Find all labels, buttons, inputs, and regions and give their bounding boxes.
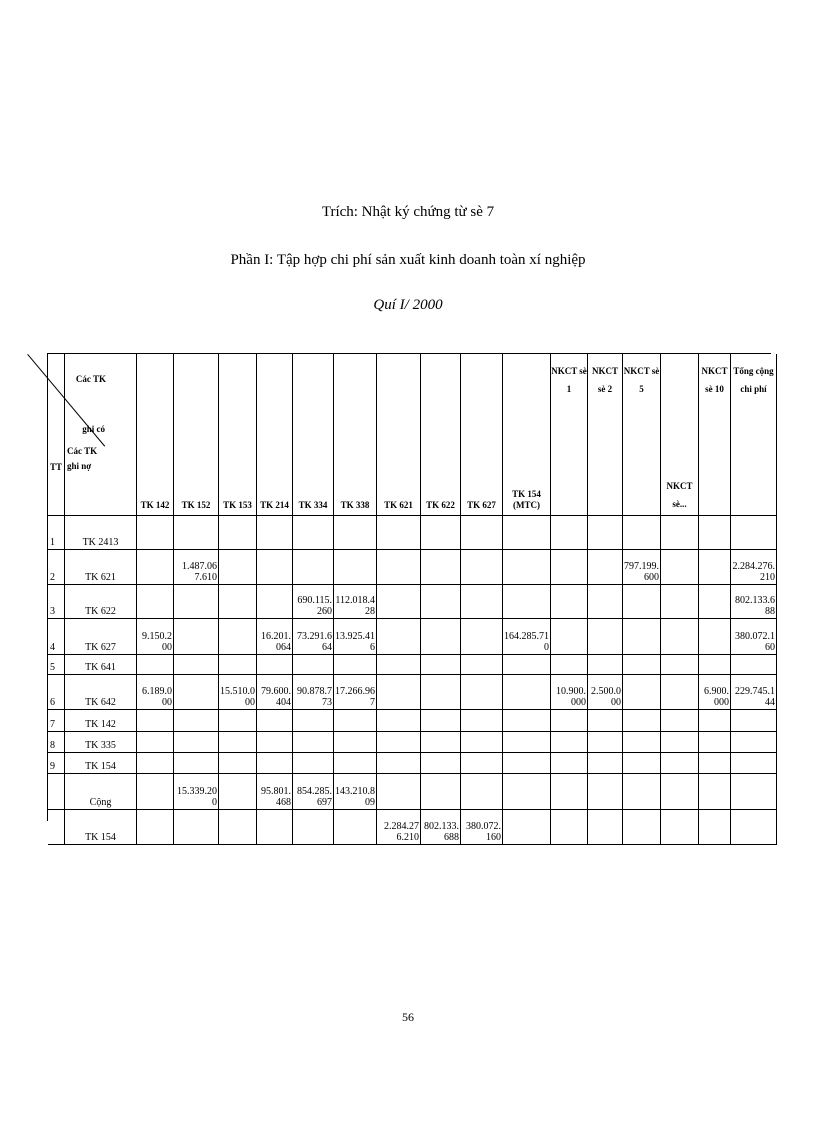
row-1-cell-3 xyxy=(257,550,293,585)
row-2-cell-12 xyxy=(623,585,661,619)
row-6-cell-9 xyxy=(503,710,551,732)
header-col-8: TK 627 xyxy=(461,354,503,516)
row-0-cell-14 xyxy=(699,516,731,550)
row-5-cell-0: 6.189.000 xyxy=(137,675,174,710)
row-2-cell-0 xyxy=(137,585,174,619)
row-6-cell-6 xyxy=(377,710,421,732)
row-9-account: Cộng xyxy=(65,774,137,810)
row-6-cell-1 xyxy=(174,710,219,732)
row-9-cell-11 xyxy=(588,774,623,810)
row-6-cell-14 xyxy=(699,710,731,732)
row-7-cell-15 xyxy=(731,732,777,753)
header-col-2: TK 153 xyxy=(219,354,257,516)
row-1-account: TK 621 xyxy=(65,550,137,585)
row-8-cell-7 xyxy=(421,753,461,774)
row-8-cell-10 xyxy=(551,753,588,774)
row-5-cell-11: 2.500.000 xyxy=(588,675,623,710)
row-10-tt xyxy=(48,810,65,845)
row-7-cell-1 xyxy=(174,732,219,753)
row-3-cell-2 xyxy=(219,619,257,655)
row-10-cell-12 xyxy=(623,810,661,845)
corner-debit-label: Các TK xyxy=(67,446,98,456)
row-8-cell-8 xyxy=(461,753,503,774)
row-0-cell-1 xyxy=(174,516,219,550)
row-4-cell-10 xyxy=(551,655,588,675)
row-7-cell-12 xyxy=(623,732,661,753)
row-9-cell-0 xyxy=(137,774,174,810)
row-9-tt xyxy=(48,774,65,810)
row-9-cell-10 xyxy=(551,774,588,810)
row-2-cell-4: 690.115.260 xyxy=(293,585,334,619)
row-3-account: TK 627 xyxy=(65,619,137,655)
row-4-cell-11 xyxy=(588,655,623,675)
row-2-cell-14 xyxy=(699,585,731,619)
row-10-cell-4 xyxy=(293,810,334,845)
header-col-6: TK 621 xyxy=(377,354,421,516)
row-5-cell-9 xyxy=(503,675,551,710)
row-1-cell-5 xyxy=(334,550,377,585)
row-6-cell-5 xyxy=(334,710,377,732)
row-1-cell-13 xyxy=(661,550,699,585)
row-6-cell-11 xyxy=(588,710,623,732)
row-6-cell-8 xyxy=(461,710,503,732)
row-7-cell-3 xyxy=(257,732,293,753)
row-3-cell-9: 164.285.710 xyxy=(503,619,551,655)
row-8-cell-1 xyxy=(174,753,219,774)
row-4-cell-14 xyxy=(699,655,731,675)
header-col-7: TK 622 xyxy=(421,354,461,516)
row-3-cell-6 xyxy=(377,619,421,655)
row-6-cell-12 xyxy=(623,710,661,732)
row-0-cell-4 xyxy=(293,516,334,550)
row-10-cell-2 xyxy=(219,810,257,845)
row-4-account: TK 641 xyxy=(65,655,137,675)
row-10-cell-0 xyxy=(137,810,174,845)
header-col-1: TK 152 xyxy=(174,354,219,516)
row-4-cell-8 xyxy=(461,655,503,675)
header-col-4: TK 334 xyxy=(293,354,334,516)
row-7-cell-0 xyxy=(137,732,174,753)
row-5-cell-8 xyxy=(461,675,503,710)
row-4-cell-13 xyxy=(661,655,699,675)
row-10-cell-1 xyxy=(174,810,219,845)
row-5-cell-4: 90.878.773 xyxy=(293,675,334,710)
row-3-cell-15: 380.072.160 xyxy=(731,619,777,655)
heading-extract: Trích: Nhật ký chứng từ sè 7 xyxy=(321,204,495,220)
row-6-cell-15 xyxy=(731,710,777,732)
row-2-tt: 3 xyxy=(48,585,65,619)
row-8-cell-3 xyxy=(257,753,293,774)
row-5-cell-1 xyxy=(174,675,219,710)
row-5-cell-10: 10.900.000 xyxy=(551,675,588,710)
row-7-cell-9 xyxy=(503,732,551,753)
row-2-cell-9 xyxy=(503,585,551,619)
header-nkct-5: NKCT sè 5 xyxy=(623,354,661,516)
row-7-cell-8 xyxy=(461,732,503,753)
row-0-cell-7 xyxy=(421,516,461,550)
row-1-cell-14 xyxy=(699,550,731,585)
row-0-cell-0 xyxy=(137,516,174,550)
row-4-cell-15 xyxy=(731,655,777,675)
row-0-cell-11 xyxy=(588,516,623,550)
row-3-cell-13 xyxy=(661,619,699,655)
row-2-cell-15: 802.133.688 xyxy=(731,585,777,619)
heading-part: Phần I: Tập hợp chi phí sản xuất kinh doanh toàn xí nghiệp xyxy=(230,252,586,268)
row-1-cell-0 xyxy=(137,550,174,585)
row-2-cell-1 xyxy=(174,585,219,619)
row-3-cell-8 xyxy=(461,619,503,655)
row-2-cell-6 xyxy=(377,585,421,619)
row-7-cell-13 xyxy=(661,732,699,753)
row-0-cell-12 xyxy=(623,516,661,550)
row-0-cell-3 xyxy=(257,516,293,550)
row-4-cell-1 xyxy=(174,655,219,675)
row-6-cell-13 xyxy=(661,710,699,732)
corner-credit-label: Các TK xyxy=(75,374,106,384)
row-1-cell-10 xyxy=(551,550,588,585)
heading-quarter: Quí I/ 2000 xyxy=(373,297,443,313)
row-10-cell-9 xyxy=(503,810,551,845)
row-8-cell-2 xyxy=(219,753,257,774)
row-4-cell-6 xyxy=(377,655,421,675)
row-1-cell-9 xyxy=(503,550,551,585)
row-10-cell-15 xyxy=(731,810,777,845)
row-2-cell-3 xyxy=(257,585,293,619)
row-6-cell-4 xyxy=(293,710,334,732)
row-7-tt: 8 xyxy=(48,732,65,753)
row-8-cell-6 xyxy=(377,753,421,774)
row-6-cell-3 xyxy=(257,710,293,732)
row-10-cell-11 xyxy=(588,810,623,845)
header-nkct-1: NKCT sè 1 xyxy=(551,354,588,516)
row-1-cell-11 xyxy=(588,550,623,585)
row-5-tt: 6 xyxy=(48,675,65,710)
header-col-0: TK 142 xyxy=(137,354,174,516)
row-10-cell-5 xyxy=(334,810,377,845)
row-10-cell-6: 2.284.276.210 xyxy=(377,810,421,845)
row-2-account: TK 622 xyxy=(65,585,137,619)
row-4-cell-9 xyxy=(503,655,551,675)
row-9-cell-9 xyxy=(503,774,551,810)
row-3-cell-12 xyxy=(623,619,661,655)
row-8-cell-12 xyxy=(623,753,661,774)
row-8-cell-14 xyxy=(699,753,731,774)
page-number: 56 xyxy=(402,1010,414,1024)
row-9-cell-1: 15.339.200 xyxy=(174,774,219,810)
header-col-3: TK 214 xyxy=(257,354,293,516)
row-10-cell-14 xyxy=(699,810,731,845)
row-1-cell-7 xyxy=(421,550,461,585)
row-8-account: TK 154 xyxy=(65,753,137,774)
row-1-cell-8 xyxy=(461,550,503,585)
row-7-cell-11 xyxy=(588,732,623,753)
header-nkct-2: NKCT sè 2 xyxy=(588,354,623,516)
row-5-cell-6 xyxy=(377,675,421,710)
row-10-cell-8: 380.072.160 xyxy=(461,810,503,845)
row-5-cell-5: 17.266.967 xyxy=(334,675,377,710)
row-0-cell-13 xyxy=(661,516,699,550)
row-7-cell-5 xyxy=(334,732,377,753)
row-8-cell-11 xyxy=(588,753,623,774)
row-3-cell-14 xyxy=(699,619,731,655)
row-8-cell-13 xyxy=(661,753,699,774)
header-nkct-other: NKCT sè... xyxy=(661,354,699,516)
row-0-cell-2 xyxy=(219,516,257,550)
row-9-cell-12 xyxy=(623,774,661,810)
header-col-9: TK 154 (MTC) xyxy=(503,354,551,516)
row-1-tt: 2 xyxy=(48,550,65,585)
row-10-cell-7: 802.133.688 xyxy=(421,810,461,845)
row-8-cell-4 xyxy=(293,753,334,774)
row-9-cell-6 xyxy=(377,774,421,810)
row-10-cell-13 xyxy=(661,810,699,845)
row-3-tt: 4 xyxy=(48,619,65,655)
row-3-cell-5: 13.925.416 xyxy=(334,619,377,655)
row-7-cell-6 xyxy=(377,732,421,753)
row-1-cell-12: 797.199.600 xyxy=(623,550,661,585)
row-6-account: TK 142 xyxy=(65,710,137,732)
row-2-cell-13 xyxy=(661,585,699,619)
row-5-cell-15: 229.745.144 xyxy=(731,675,777,710)
row-3-cell-3: 16.201.064 xyxy=(257,619,293,655)
row-7-account: TK 335 xyxy=(65,732,137,753)
header-corner xyxy=(65,354,137,516)
row-1-cell-4 xyxy=(293,550,334,585)
row-0-cell-6 xyxy=(377,516,421,550)
corner-credit-label-2: ghi có xyxy=(82,424,105,434)
row-5-cell-12 xyxy=(623,675,661,710)
row-4-cell-7 xyxy=(421,655,461,675)
row-0-cell-8 xyxy=(461,516,503,550)
row-7-cell-2 xyxy=(219,732,257,753)
header-nkct-10: NKCT sè 10 xyxy=(699,354,731,516)
row-6-tt: 7 xyxy=(48,710,65,732)
row-3-cell-1 xyxy=(174,619,219,655)
row-3-cell-7 xyxy=(421,619,461,655)
row-0-tt: 1 xyxy=(48,516,65,550)
row-9-cell-7 xyxy=(421,774,461,810)
row-7-cell-7 xyxy=(421,732,461,753)
header-col-5: TK 338 xyxy=(334,354,377,516)
row-8-cell-5 xyxy=(334,753,377,774)
row-6-cell-10 xyxy=(551,710,588,732)
row-9-cell-5: 143.210.809 xyxy=(334,774,377,810)
row-3-cell-4: 73.291.664 xyxy=(293,619,334,655)
row-4-cell-3 xyxy=(257,655,293,675)
row-10-cell-3 xyxy=(257,810,293,845)
row-8-cell-0 xyxy=(137,753,174,774)
row-9-cell-4: 854.285.697 xyxy=(293,774,334,810)
row-4-cell-0 xyxy=(137,655,174,675)
row-8-tt: 9 xyxy=(48,753,65,774)
header-total: Tổng cộng chi phí xyxy=(731,354,777,516)
row-4-tt: 5 xyxy=(48,655,65,675)
row-9-cell-15 xyxy=(731,774,777,810)
row-10-account: TK 154 xyxy=(65,810,137,845)
row-7-cell-4 xyxy=(293,732,334,753)
row-4-cell-4 xyxy=(293,655,334,675)
row-2-cell-5: 112.018.428 xyxy=(334,585,377,619)
row-7-cell-14 xyxy=(699,732,731,753)
corner-debit-label-2: ghi nợ xyxy=(67,461,92,471)
row-7-cell-10 xyxy=(551,732,588,753)
journal-table xyxy=(47,353,775,843)
row-4-cell-2 xyxy=(219,655,257,675)
row-4-cell-5 xyxy=(334,655,377,675)
row-2-cell-7 xyxy=(421,585,461,619)
row-4-cell-12 xyxy=(623,655,661,675)
row-10-cell-10 xyxy=(551,810,588,845)
header-tt: TT xyxy=(48,354,65,516)
row-3-cell-11 xyxy=(588,619,623,655)
row-5-account: TK 642 xyxy=(65,675,137,710)
row-6-cell-2 xyxy=(219,710,257,732)
row-0-cell-5 xyxy=(334,516,377,550)
row-1-cell-1: 1.487.067.610 xyxy=(174,550,219,585)
row-9-cell-14 xyxy=(699,774,731,810)
row-5-cell-14: 6.900.000 xyxy=(699,675,731,710)
row-9-cell-3: 95.801.468 xyxy=(257,774,293,810)
row-6-cell-7 xyxy=(421,710,461,732)
row-0-cell-9 xyxy=(503,516,551,550)
row-2-cell-2 xyxy=(219,585,257,619)
row-2-cell-11 xyxy=(588,585,623,619)
row-5-cell-13 xyxy=(661,675,699,710)
row-5-cell-2: 15.510.000 xyxy=(219,675,257,710)
row-5-cell-3: 79.600.404 xyxy=(257,675,293,710)
row-8-cell-9 xyxy=(503,753,551,774)
row-1-cell-6 xyxy=(377,550,421,585)
row-2-cell-8 xyxy=(461,585,503,619)
row-1-cell-15: 2.284.276.210 xyxy=(731,550,777,585)
row-9-cell-13 xyxy=(661,774,699,810)
row-3-cell-10 xyxy=(551,619,588,655)
row-0-account: TK 2413 xyxy=(65,516,137,550)
row-0-cell-10 xyxy=(551,516,588,550)
row-5-cell-7 xyxy=(421,675,461,710)
row-8-cell-15 xyxy=(731,753,777,774)
row-1-cell-2 xyxy=(219,550,257,585)
row-3-cell-0: 9.150.200 xyxy=(137,619,174,655)
row-9-cell-2 xyxy=(219,774,257,810)
row-9-cell-8 xyxy=(461,774,503,810)
row-6-cell-0 xyxy=(137,710,174,732)
row-0-cell-15 xyxy=(731,516,777,550)
row-2-cell-10 xyxy=(551,585,588,619)
